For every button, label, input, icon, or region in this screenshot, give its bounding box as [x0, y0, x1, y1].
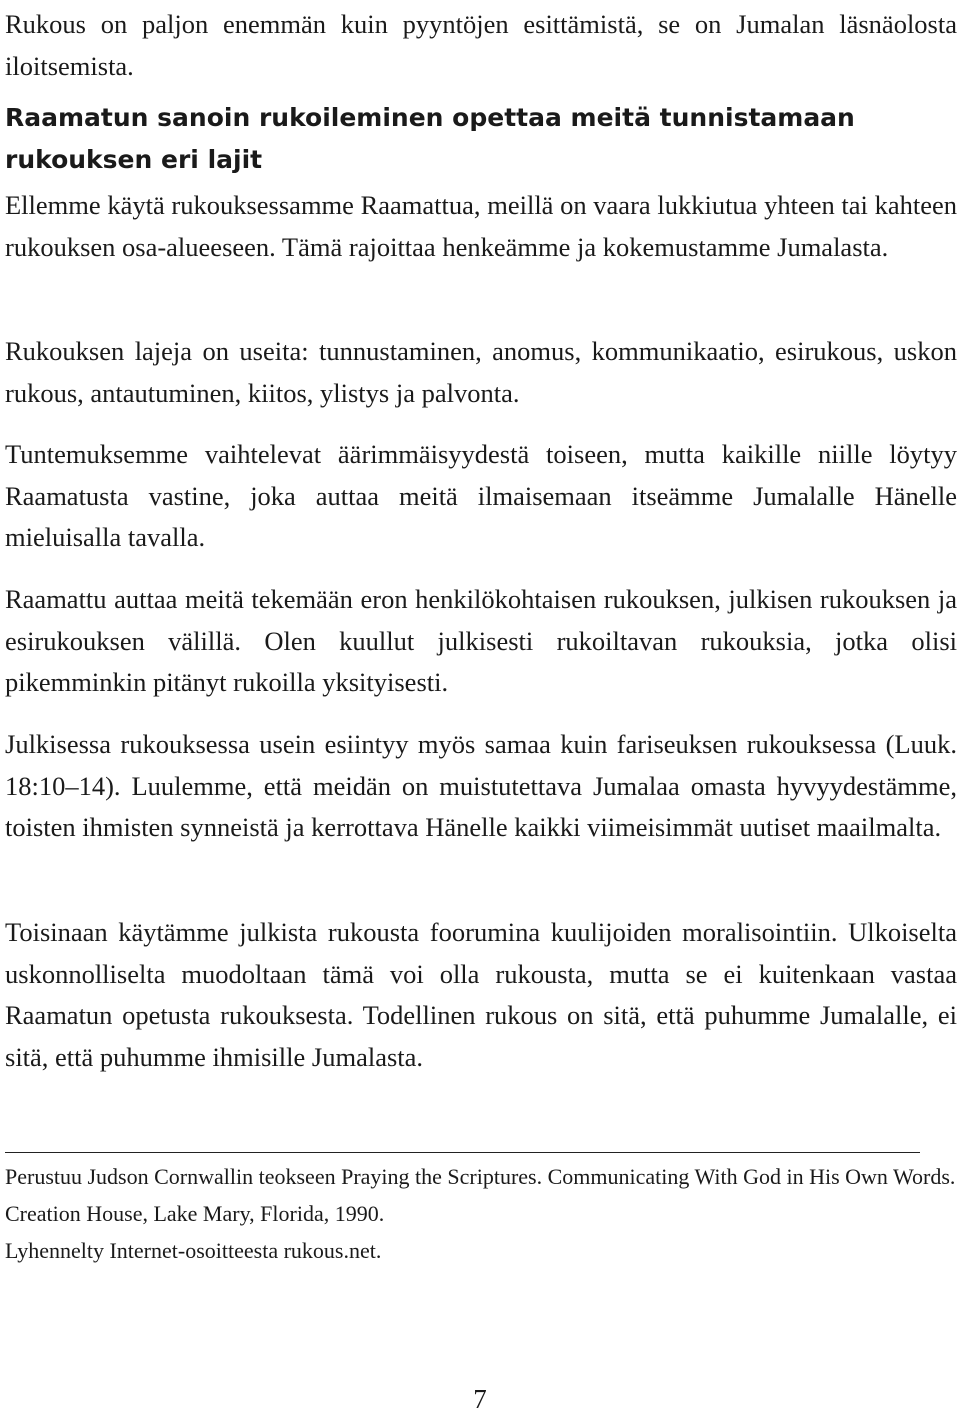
- page-number: 7: [473, 1384, 487, 1414]
- footnote-reference: Perustuu Judson Cornwallin teokseen Praying the Scriptures. Communicating With God in His Own Words. Creation House, Lake Mary, Florida, 1990.: [5, 1164, 956, 1226]
- paragraph-prayer-types: Rukouksen lajeja on useita: tunnustaminen, anomus, kommunikaatio, esirukous, uskon rukous, antautuminen, kiitos, ylistys ja palvonta.: [5, 336, 957, 408]
- intro-paragraph: Rukous on paljon enemmän kuin pyyntöjen esittämistä, se on Jumalan läsnäolosta iloitsemista.: [5, 9, 957, 81]
- paragraph-pharisee: Julkisessa rukouksessa usein esiintyy myös samaa kuin fariseuksen rukouksessa (Luuk. 18:10–14). Luulemme, että meidän on muistutettava Jumalaa omasta hyvyydestämme, toisten ihmisten synneistä ja kerrottava Hänelle kaikki viimeisimmät uutiset maailmalta.: [5, 729, 957, 842]
- footnote-divider: [5, 1152, 920, 1153]
- paragraph-moralizing: Toisinaan käytämme julkista rukousta foorumina kuulijoiden moralisointiin. Ulkoiselta uskonnolliselta muodoltaan tämä voi olla rukousta, mutta se ei kuitenkaan vastaa Raamatun opetusta rukouksesta. Todellinen rukous on sitä, että puhumme Jumalalle, ei sitä, että puhumme ihmisille Jumalasta.: [5, 917, 957, 1072]
- paragraph-feelings: Tuntemuksemme vaihtelevat äärimmäisyydestä toiseen, mutta kaikille niille löytyy Raamatusta vastine, joka auttaa meitä ilmaisemaan itseämme Jumalalle Hänelle mieluisalla tavalla.: [5, 439, 957, 552]
- paragraph-public-private: Raamattu auttaa meitä tekemään eron henkilökohtaisen rukouksen, julkisen rukouksen ja esirukouksen välillä. Olen kuullut julkisesti rukoiltavan rukouksia, jotka olisi pikemminkin pitänyt rukoilla yksityisesti.: [5, 584, 957, 697]
- section-heading: Raamatun sanoin rukoileminen opettaa meitä tunnistamaan rukouksen eri lajit: [5, 103, 855, 174]
- footnote-source: Lyhennelty Internet-osoitteesta rukous.net.: [5, 1238, 382, 1263]
- paragraph-bible-use: Ellemme käytä rukouksessamme Raamattua, meillä on vaara lukkiutua yhteen tai kahteen rukouksen osa-alueeseen. Tämä rajoittaa henkeämme ja kokemustamme Jumalasta.: [5, 190, 957, 262]
